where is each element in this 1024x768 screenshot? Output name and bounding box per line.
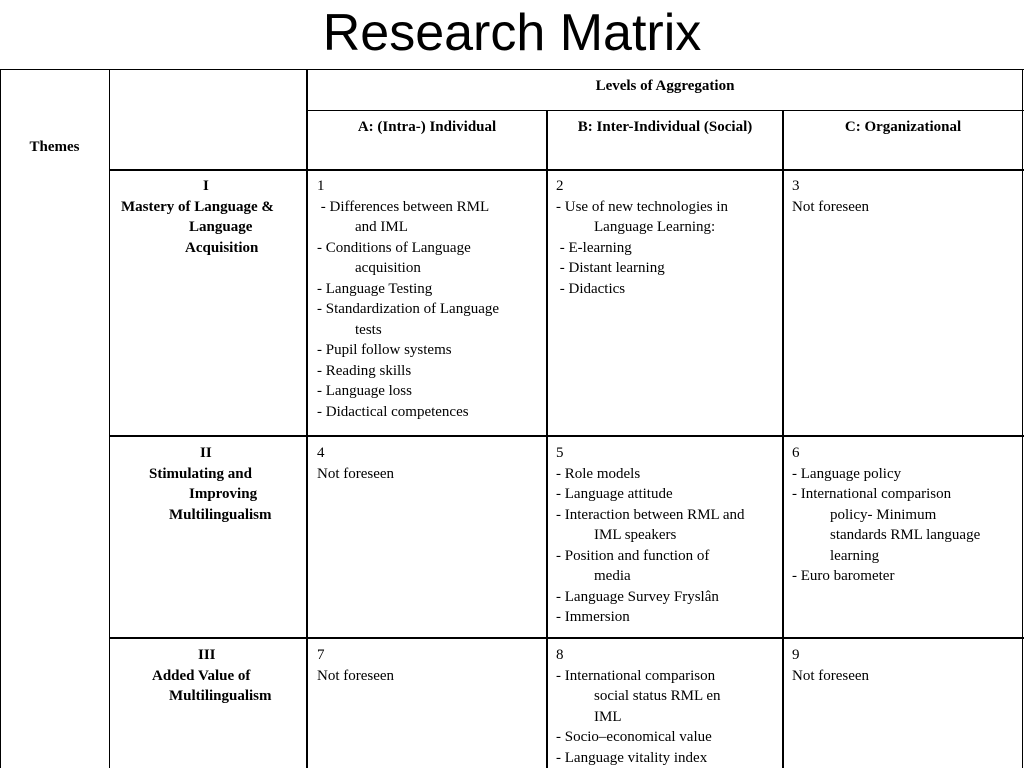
- cell-number: 9: [792, 647, 800, 663]
- theme-numeral: II: [200, 445, 212, 461]
- theme-cell-1: [110, 176, 306, 258]
- cell-line: - Didactics: [556, 280, 626, 297]
- matrix-cell-7: [317, 645, 545, 686]
- theme-cell-3: [110, 645, 306, 707]
- cell-line: Not foreseen: [317, 465, 395, 482]
- theme-title-line: Added Value of: [152, 667, 251, 684]
- cell-line: - Pupil follow systems: [317, 342, 452, 358]
- cell-line: - Language Survey Fryslân: [556, 588, 719, 605]
- cell-line: Language Learning:: [594, 219, 716, 235]
- cell-line: - Conditions of Language: [317, 239, 471, 256]
- cell-line: - Language loss: [317, 383, 412, 399]
- theme-title-line: Multilingualism: [169, 506, 272, 523]
- cell-line: - Language policy: [792, 465, 902, 482]
- theme-title-line: Multilingualism: [169, 688, 272, 704]
- theme-title-line: Improving: [189, 486, 258, 502]
- matrix-cell-6: [792, 443, 1020, 587]
- page-title: Research Matrix: [322, 4, 702, 62]
- cell-line: - Role models: [556, 465, 641, 482]
- matrix-cell-9: [792, 645, 1020, 686]
- matrix-cell-5: [556, 443, 780, 628]
- cell-line: IML: [594, 708, 622, 725]
- levels-header: Levels of Aggregation: [595, 78, 735, 94]
- cell-number: 2: [556, 178, 564, 194]
- cell-line: - Standardization of Language: [317, 301, 500, 317]
- themes-header: Themes: [29, 139, 80, 155]
- cell-line: standards RML language: [830, 527, 981, 543]
- cell-line: - International comparison: [792, 486, 952, 502]
- cell-line: - Position and function of: [556, 547, 710, 564]
- cell-line: - Distant learning: [556, 260, 665, 276]
- cell-number: 4: [317, 445, 325, 461]
- cell-line: - Reading skills: [317, 362, 412, 379]
- theme-numeral: I: [203, 178, 209, 194]
- cell-line: acquisition: [355, 260, 421, 276]
- cell-line: - Use of new technologies in: [556, 198, 729, 215]
- cell-line: Not foreseen: [317, 667, 395, 684]
- column-header-c: C: Organizational: [844, 119, 962, 135]
- cell-line: media: [594, 568, 631, 584]
- cell-line: learning: [830, 547, 880, 564]
- column-header-b: B: Inter-Individual (Social): [577, 119, 753, 135]
- theme-title-line: Mastery of Language &: [121, 198, 274, 215]
- matrix-cell-8: [556, 645, 780, 768]
- cell-line: - Language vitality index: [556, 749, 708, 766]
- cell-line: IML speakers: [594, 527, 677, 543]
- cell-number: 3: [792, 178, 800, 194]
- cell-line: - Differences between RML: [317, 198, 490, 215]
- cell-line: and IML: [355, 219, 408, 235]
- cell-number: 5: [556, 445, 564, 461]
- theme-title-line: Stimulating and: [149, 465, 252, 482]
- cell-line: - International comparison: [556, 667, 716, 684]
- cell-line: - Language attitude: [556, 486, 673, 502]
- cell-number: 8: [556, 647, 564, 663]
- cell-line: - Euro barometer: [792, 568, 895, 584]
- cell-line: tests: [355, 321, 382, 338]
- cell-line: - E-learning: [556, 239, 632, 256]
- cell-number: 1: [317, 178, 325, 194]
- cell-line: social status RML en: [594, 688, 721, 704]
- theme-title-line: Language: [189, 219, 253, 235]
- cell-line: - Language Testing: [317, 280, 433, 297]
- cell-line: - Socio–economical value: [556, 729, 712, 745]
- cell-line: policy- Minimum: [830, 506, 937, 523]
- cell-line: - Interaction between RML and: [556, 506, 745, 523]
- theme-cell-2: [110, 443, 306, 525]
- cell-line: - Didactical competences: [317, 403, 469, 420]
- cell-line: Not foreseen: [792, 198, 870, 215]
- cell-line: - Immersion: [556, 609, 630, 625]
- column-header-a: A: (Intra-) Individual: [357, 119, 497, 135]
- cell-number: 7: [317, 647, 325, 663]
- cell-number: 6: [792, 445, 800, 461]
- theme-title-line: Acquisition: [185, 239, 259, 256]
- matrix-cell-4: [317, 443, 545, 484]
- theme-numeral: III: [198, 647, 216, 663]
- matrix-cell-1: [317, 176, 545, 422]
- matrix-cell-3: [792, 176, 1020, 217]
- matrix-cell-2: [556, 176, 780, 299]
- cell-line: Not foreseen: [792, 667, 870, 684]
